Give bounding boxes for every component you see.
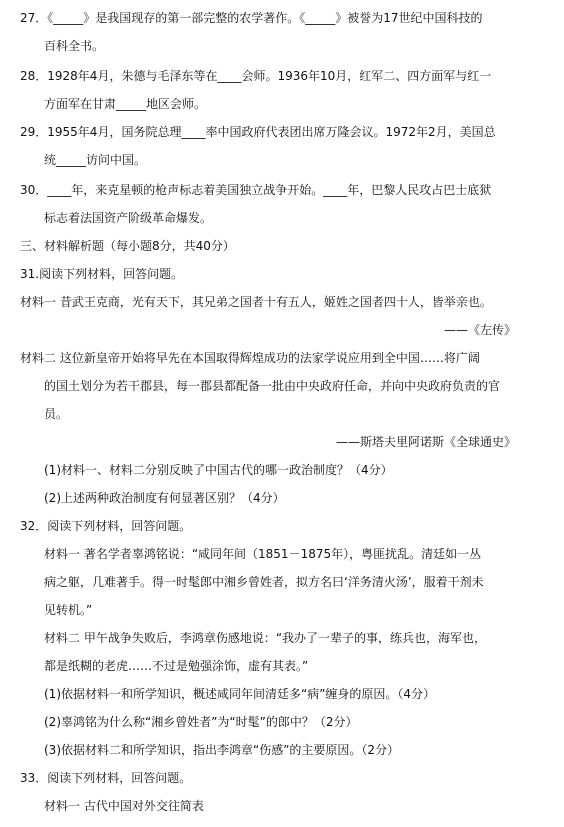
- material-line: 材料一 昔武王克商，光有天下，其兄弟之国者十有五人，姬姓之国者四十人，皆举亲也。: [20, 295, 492, 309]
- material-line: 材料一 古代中国对外交往简表: [44, 799, 204, 813]
- material-line: 材料一 著名学者辜鸿铭说：“咸同年间（1851－1875年），粤匪扰乱。清廷如一丛: [44, 547, 482, 561]
- question-continuation: 百科全书。: [44, 39, 105, 53]
- question-line: 27．《_____》是我国现存的第一部完整的农学著作。《_____》被誉为17世纪中国科技的: [20, 11, 483, 25]
- material-continuation: 的国土划分为若干郡县，每一郡县都配备一批由中央政府任命，并向中央政府负责的官: [44, 379, 501, 393]
- material-continuation: 员。: [44, 407, 69, 421]
- question-line: 28．1928年4月，朱德与毛泽东等在____会师。1936年10月，红军二、四方面军与红一: [20, 69, 492, 83]
- source-citation: ——斯塔夫里阿诺斯《全球通史》: [335, 435, 516, 449]
- question-continuation: 统_____访问中国。: [44, 153, 147, 167]
- sub-question: (3)依据材料二和所学知识，指出李鸿章“伤感”的主要原因。（2分）: [44, 743, 400, 757]
- question-line: 30．____年，来克星顿的枪声标志着美国独立战争开始。____年，巴黎人民攻占巴士底狱: [20, 183, 492, 197]
- material-continuation: 见转机。”: [44, 603, 93, 617]
- material-continuation: 病之躯，几难著手。得一时髦郎中湘乡曾姓者，拟方名曰‘洋务清火汤’，服着干剂未: [44, 575, 484, 589]
- sub-question: (2)上述两种政治制度有何显著区别？（4分）: [44, 491, 285, 505]
- section-heading: 33．阅读下列材料，回答问题。: [20, 771, 192, 785]
- source-citation: ——《左传》: [443, 323, 516, 337]
- material-line: 材料二 这位新皇帝开始将早先在本国取得辉煌成功的法家学说应用到全中国……将广阔: [20, 351, 480, 365]
- section-heading: 31.阅读下列材料，回答问题。: [20, 267, 184, 281]
- section-heading: 32．阅读下列材料，回答问题。: [20, 519, 192, 533]
- question-continuation: 方面军在甘肃_____地区会师。: [44, 97, 207, 111]
- section-heading: 三、材料解析题（每小题8分，共40分）: [20, 239, 235, 253]
- sub-question: (1)材料一、材料二分别反映了中国古代的哪一政治制度？（4分）: [44, 463, 393, 477]
- question-continuation: 标志着法国资产阶级革命爆发。: [44, 211, 213, 225]
- material-line: 材料二 甲午战争失败后，李鸿章伤感地说：“我办了一辈子的事，练兵也，海军也，: [44, 631, 487, 645]
- sub-question: (2)辜鸿铭为什么称“湘乡曾姓者”为“时髦”的郎中？（2分）: [44, 715, 358, 729]
- material-continuation: 都是纸糊的老虎……不过是勉强涂饰，虚有其表。”: [44, 659, 309, 673]
- sub-question: (1)依据材料一和所学知识，概述咸同年间清廷多“病”缠身的原因。（4分）: [44, 687, 436, 701]
- question-line: 29．1955年4月，国务院总理____率中国政府代表团出席万隆会议。1972年2月，美国总: [20, 125, 496, 139]
